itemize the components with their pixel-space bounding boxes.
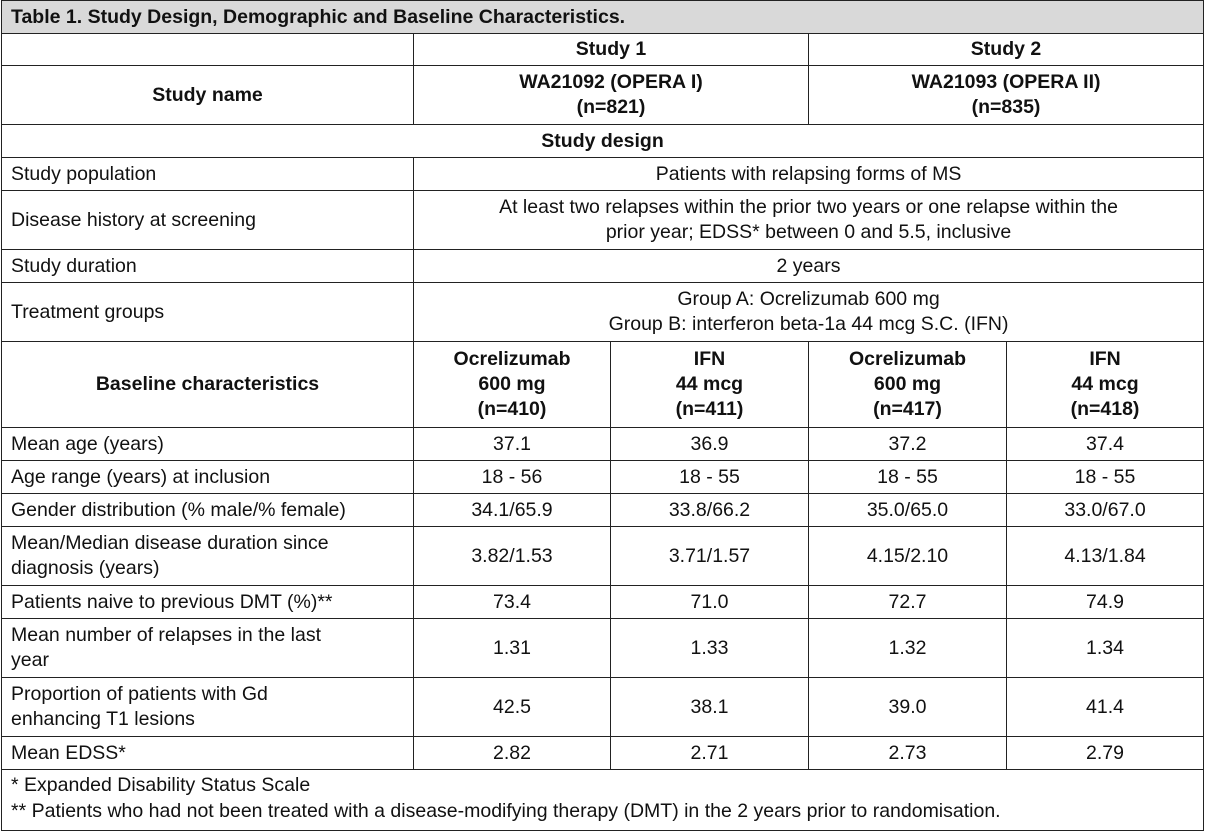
row-label-line: Mean age (years) <box>11 432 164 455</box>
baseline-value-cell: 2.73 <box>809 737 1007 770</box>
group-n: (n=417) <box>873 398 942 420</box>
baseline-value-cell: 38.1 <box>611 678 809 737</box>
row-label-line: year <box>11 649 49 671</box>
baseline-row-label <box>2 586 414 619</box>
baseline-value-cell: 72.7 <box>809 586 1007 619</box>
row-label-line: Mean EDSS* <box>11 741 126 764</box>
baseline-row <box>2 678 1204 737</box>
baseline-value-cell: 2.79 <box>1007 737 1204 770</box>
design-row-value <box>414 250 1204 283</box>
baseline-value-cell: 39.0 <box>809 678 1007 737</box>
study2-n: (n=835) <box>971 96 1041 118</box>
group-drug: Ocrelizumab <box>453 348 571 370</box>
design-row <box>2 158 1204 191</box>
baseline-value-cell: 18 - 56 <box>414 461 611 494</box>
baseline-value-cell: 36.9 <box>611 428 809 461</box>
baseline-value-cell: 35.0/65.0 <box>809 494 1007 527</box>
group-drug: Ocrelizumab <box>848 348 967 370</box>
design-row-label: Disease history at screening <box>2 191 414 250</box>
design-value-line: At least two relapses within the prior two years or one relapse within the <box>499 196 1118 218</box>
group-dose: 44 mcg <box>675 373 744 395</box>
baseline-row <box>2 428 1204 461</box>
baseline-row-label <box>2 494 414 527</box>
group-dose: 600 mg <box>873 373 942 395</box>
group-header <box>1007 342 1204 428</box>
baseline-label: Baseline characteristics <box>2 342 414 428</box>
study2-label: Study 2 <box>809 34 1204 66</box>
baseline-row-label <box>2 428 414 461</box>
empty-header-cell <box>2 34 414 66</box>
baseline-value-cell: 1.32 <box>809 619 1007 678</box>
baseline-row-label <box>2 737 414 770</box>
baseline-row <box>2 527 1204 586</box>
baseline-row-label <box>2 678 414 737</box>
footnote-row <box>2 770 1204 831</box>
baseline-value-cell: 34.1/65.9 <box>414 494 611 527</box>
baseline-row-label <box>2 527 414 586</box>
group-header <box>414 342 611 428</box>
baseline-value-cell: 33.8/66.2 <box>611 494 809 527</box>
study-name-row <box>2 66 1204 125</box>
row-label-line: Mean number of relapses in the last <box>11 624 322 646</box>
study1-n: (n=821) <box>576 96 646 118</box>
baseline-value-cell: 37.2 <box>809 428 1007 461</box>
study1-label: Study 1 <box>414 34 809 66</box>
baseline-row <box>2 586 1204 619</box>
baseline-value-cell: 2.71 <box>611 737 809 770</box>
row-label-line: Gender distribution (% male/% female) <box>11 498 346 521</box>
design-row <box>2 191 1204 250</box>
group-header <box>809 342 1007 428</box>
group-header <box>611 342 809 428</box>
group-drug: IFN <box>1089 348 1121 370</box>
baseline-row <box>2 619 1204 678</box>
baseline-row-label <box>2 461 414 494</box>
footnote: ** Patients who had not been treated with a disease-modifying therapy (DMT) in the 2 years prior to randomisation. <box>11 800 1001 822</box>
title-row <box>2 1 1204 34</box>
design-row-value <box>414 158 1204 191</box>
footnote: * Expanded Disability Status Scale <box>11 774 311 796</box>
footnotes <box>2 770 1204 831</box>
design-row-label: Treatment groups <box>2 283 414 342</box>
baseline-value-cell: 4.13/1.84 <box>1007 527 1204 586</box>
baseline-value-cell: 2.82 <box>414 737 611 770</box>
row-label-line: Age range (years) at inclusion <box>11 465 271 488</box>
design-row <box>2 250 1204 283</box>
row-label-line: Mean/Median disease duration since <box>11 532 329 554</box>
baseline-value-cell: 71.0 <box>611 586 809 619</box>
baseline-value-cell: 4.15/2.10 <box>809 527 1007 586</box>
design-value-line: Patients with relapsing forms of MS <box>655 162 962 185</box>
baseline-row <box>2 494 1204 527</box>
study1-name-line: WA21092 (OPERA I) <box>519 71 703 93</box>
baseline-row <box>2 737 1204 770</box>
baseline-value-cell: 42.5 <box>414 678 611 737</box>
group-drug: IFN <box>693 348 726 370</box>
baseline-header-row <box>2 342 1204 428</box>
baseline-value-cell: 3.71/1.57 <box>611 527 809 586</box>
study-name-label: Study name <box>2 66 414 125</box>
study2-name-line: WA21093 (OPERA II) <box>911 71 1101 93</box>
baseline-value-cell: 3.82/1.53 <box>414 527 611 586</box>
row-label-line: Proportion of patients with Gd <box>11 683 268 705</box>
baseline-value-cell: 73.4 <box>414 586 611 619</box>
baseline-value-cell: 37.4 <box>1007 428 1204 461</box>
baseline-value-cell: 1.34 <box>1007 619 1204 678</box>
study-label-row <box>2 34 1204 66</box>
baseline-value-cell: 41.4 <box>1007 678 1204 737</box>
group-n: (n=418) <box>1070 398 1140 420</box>
row-label-line: Patients naive to previous DMT (%)** <box>11 590 333 613</box>
characteristics-table <box>1 0 1204 831</box>
study1-name <box>414 66 809 125</box>
baseline-value-cell: 1.31 <box>414 619 611 678</box>
design-row-value <box>414 191 1204 250</box>
design-row-label: Study duration <box>2 250 414 283</box>
baseline-value-cell: 18 - 55 <box>611 461 809 494</box>
baseline-value-cell: 18 - 55 <box>1007 461 1204 494</box>
design-row-value <box>414 283 1204 342</box>
group-dose: 600 mg <box>478 373 546 395</box>
design-value-line: Group A: Ocrelizumab 600 mg <box>677 288 940 310</box>
baseline-value-cell: 33.0/67.0 <box>1007 494 1204 527</box>
baseline-rows <box>2 428 1204 770</box>
design-row-label: Study population <box>2 158 414 191</box>
group-n: (n=410) <box>477 398 547 420</box>
design-value-line: Group B: interferon beta-1a 44 mcg S.C. (IFN) <box>608 313 1009 335</box>
group-n: (n=411) <box>675 398 744 420</box>
baseline-value-cell: 74.9 <box>1007 586 1204 619</box>
design-value-line: prior year; EDSS* between 0 and 5.5, inclusive <box>605 221 1012 243</box>
row-label-line: diagnosis (years) <box>11 557 160 579</box>
baseline-value-cell: 18 - 55 <box>809 461 1007 494</box>
design-section-label: Study design <box>2 125 1204 158</box>
study2-name <box>809 66 1204 125</box>
group-dose: 44 mcg <box>1071 373 1139 395</box>
baseline-row-label <box>2 619 414 678</box>
baseline-row <box>2 461 1204 494</box>
design-value-line: 2 years <box>776 254 841 277</box>
design-row <box>2 283 1204 342</box>
baseline-value-cell: 1.33 <box>611 619 809 678</box>
row-label-line: enhancing T1 lesions <box>11 708 195 730</box>
table-title: Table 1. Study Design, Demographic and Baseline Characteristics. <box>2 1 1204 34</box>
baseline-value-cell: 37.1 <box>414 428 611 461</box>
design-section-row <box>2 125 1204 158</box>
